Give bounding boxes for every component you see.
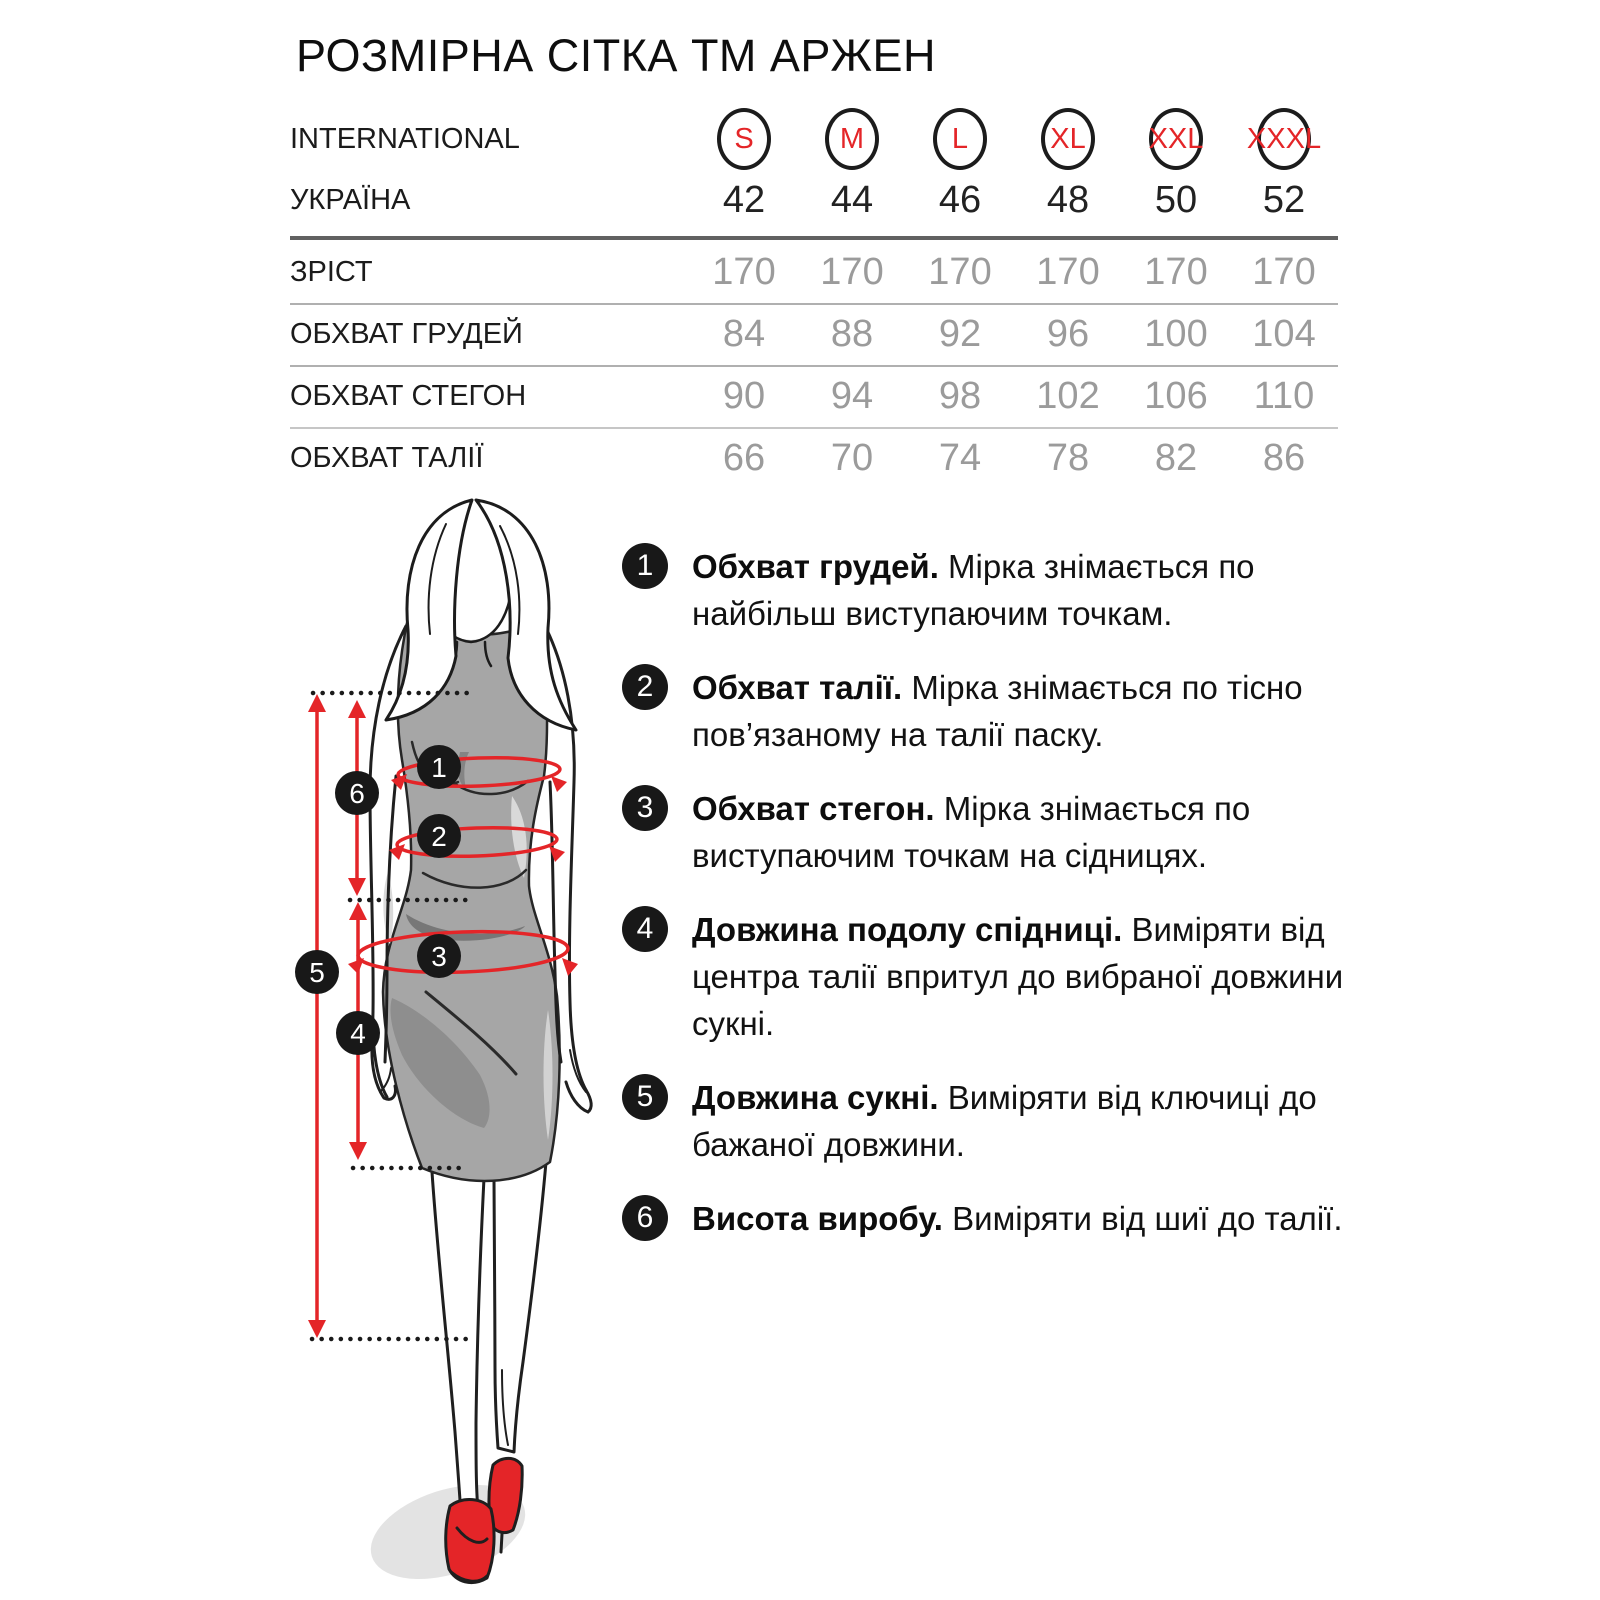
size-letter: S	[734, 122, 754, 155]
guide-item-number-badge: 4	[622, 906, 668, 952]
size-circle-s	[717, 108, 771, 170]
guide-item-number-badge: 5	[622, 1074, 668, 1120]
size-value-cell: 78	[1046, 436, 1090, 479]
size-value-cell: 170	[712, 250, 776, 293]
size-value-cell: 170	[1144, 250, 1208, 293]
size-value-cell: 170	[1036, 250, 1100, 293]
guide-item-text	[692, 906, 1347, 1047]
size-circle-xl	[1041, 108, 1095, 170]
guide-item-text	[692, 664, 1347, 758]
size-value-cell: 52	[1262, 178, 1306, 221]
guide-item	[622, 906, 1362, 1047]
guide-item-text	[692, 785, 1347, 879]
size-value-cell: 48	[1046, 178, 1090, 221]
guide-item	[622, 1074, 1362, 1168]
size-value-cell: 170	[928, 250, 992, 293]
size-cell	[1122, 108, 1230, 170]
size-cell	[798, 108, 906, 170]
size-value-cell: 102	[1036, 374, 1100, 417]
size-cell	[1014, 108, 1122, 170]
size-cell	[906, 108, 1014, 170]
guide-item-desc: Мірка знімається по найбільш виступаючим точкам.	[692, 548, 1255, 632]
guide-item-number-badge: 2	[622, 664, 668, 710]
size-value-cell: 110	[1253, 374, 1315, 417]
size-value-cell: 90	[722, 374, 766, 417]
size-value-cell: 46	[938, 178, 982, 221]
guide-item-desc: Мірка знімається по тісно пов’язаному на талії паску.	[692, 669, 1303, 753]
size-cell	[690, 108, 798, 170]
table-row-hips	[290, 366, 1338, 426]
row-label: ЗРІСТ	[290, 255, 373, 288]
guide-item-number-badge: 1	[622, 543, 668, 589]
figure-marker-3-label: 3	[431, 941, 447, 972]
guide-item-desc: Виміряти від ключиці до бажаної довжини.	[692, 1079, 1317, 1163]
size-value-cell: 44	[830, 178, 874, 221]
guide-item-desc: Виміряти від центра талії впритул до вибраної довжини сукні.	[692, 911, 1344, 1042]
size-value-cell: 86	[1262, 436, 1306, 479]
size-value-cell: 96	[1046, 312, 1090, 355]
size-value-cell: 74	[938, 436, 982, 479]
guide-item	[622, 785, 1362, 879]
table-row-waist	[290, 428, 1338, 488]
table-row-height	[290, 242, 1338, 302]
guide-item	[622, 664, 1362, 758]
size-value-cell: 100	[1144, 312, 1208, 355]
page-title: РОЗМІРНА СІТКА ТМ АРЖЕН	[296, 30, 937, 81]
size-value-cell: 70	[830, 436, 874, 479]
table-divider-thick	[290, 236, 1338, 240]
row-label: ОБХВАТ ГРУДЕЙ	[290, 317, 523, 350]
size-letter: XL	[1050, 122, 1086, 155]
size-value-cell: 170	[1252, 250, 1316, 293]
size-letter: M	[839, 122, 865, 155]
row-label: ОБХВАТ СТЕГОН	[290, 379, 527, 412]
guide-item-text	[692, 1195, 1347, 1242]
figure-marker-1-label: 1	[431, 752, 447, 783]
size-value-cell: 98	[938, 374, 982, 417]
row-label: ОБХВАТ ТАЛІЇ	[290, 441, 484, 474]
table-row-ukraine	[290, 170, 1338, 230]
size-value-cell: 94	[830, 374, 874, 417]
guide-item-term: Довжина сукні.	[692, 1079, 939, 1116]
size-circle-m	[825, 108, 879, 170]
guide-item-term: Довжина подолу спідниці.	[692, 911, 1123, 948]
size-value-cell: 170	[820, 250, 884, 293]
figure-marker-4-label: 4	[350, 1018, 366, 1049]
size-value-cell: 84	[722, 312, 766, 355]
size-circle-xxl	[1149, 108, 1203, 170]
size-letter: XXXL	[1246, 122, 1322, 155]
size-value-cell: 82	[1154, 436, 1198, 479]
size-value-cell: 50	[1154, 178, 1198, 221]
size-value-cell: 66	[722, 436, 766, 479]
guide-item-text	[692, 1074, 1347, 1168]
guide-item-desc: Мірка знімається по виступаючим точкам на сідницях.	[692, 790, 1251, 874]
size-letter: XXL	[1148, 122, 1204, 155]
table-row-bust	[290, 304, 1338, 364]
size-value-cell: 92	[938, 312, 982, 355]
guide-item-desc: Виміряти від шиї до талії.	[952, 1200, 1343, 1237]
size-cell	[1230, 108, 1338, 170]
guide-item	[622, 543, 1362, 637]
figure-marker-2-label: 2	[431, 821, 447, 852]
guide-item-number-badge: 6	[622, 1195, 668, 1241]
guide-item-text	[692, 543, 1347, 637]
legs	[432, 1162, 546, 1516]
guide-item-term: Обхват грудей.	[692, 548, 939, 585]
guide-item-number-badge: 3	[622, 785, 668, 831]
table-row-international	[290, 104, 1338, 174]
guide-item-term: Обхват стегон.	[692, 790, 935, 827]
figure-marker-6-label: 6	[349, 778, 365, 809]
size-value-cell: 106	[1144, 374, 1208, 417]
row-label: УКРАЇНА	[290, 183, 411, 216]
size-circle-l	[933, 108, 987, 170]
guide-item-term: Висота виробу.	[692, 1200, 943, 1237]
size-value-cell: 104	[1252, 312, 1316, 355]
row-label: INTERNATIONAL	[290, 122, 520, 155]
figure-marker-5-label: 5	[309, 957, 325, 988]
guide-item	[622, 1195, 1362, 1242]
guide-item-term: Обхват талії.	[692, 669, 903, 706]
size-value-cell: 88	[830, 312, 874, 355]
size-letter: L	[951, 122, 969, 155]
measurement-guide	[622, 543, 1362, 1269]
size-value-cell: 42	[722, 178, 766, 221]
size-circle-xxxl	[1246, 108, 1322, 170]
